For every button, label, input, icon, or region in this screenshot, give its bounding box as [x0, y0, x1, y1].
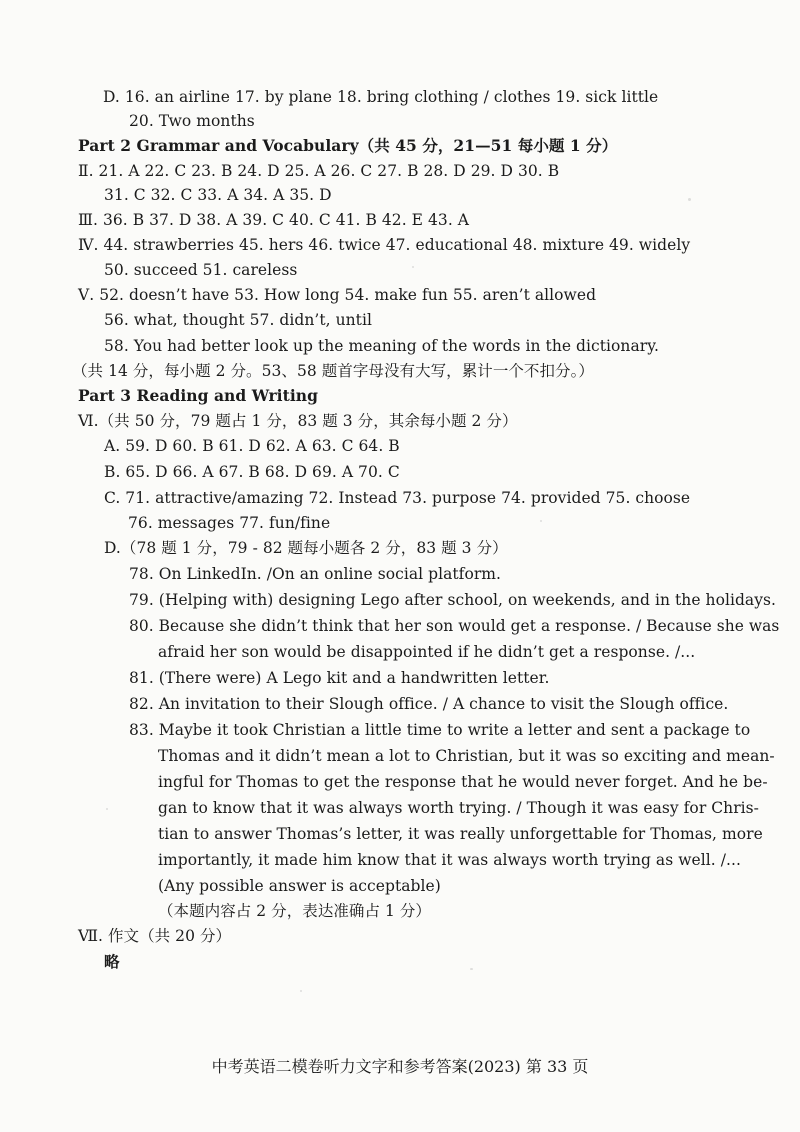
answer-line: Part 2 Grammar and Vocabulary（共 45 分，21—51 每小题 1 分）: [78, 136, 618, 155]
scan-speck: [470, 968, 473, 970]
answer-line: 略: [104, 952, 120, 971]
scan-speck: [412, 266, 414, 268]
answer-line: C. 71. attractive/amazing 72. Instead 73. purpose 74. provided 75. choose: [104, 489, 691, 507]
scan-speck: [688, 198, 691, 201]
answer-line: 56. what, thought 57. didn’t, until: [104, 311, 372, 329]
answer-line: Ⅶ. 作文（共 20 分）: [78, 927, 232, 945]
answer-line: Part 3 Reading and Writing: [78, 386, 318, 405]
answer-line: Ⅳ. 44. strawberries 45. hers 46. twice 47. educational 48. mixture 49. widely: [78, 236, 691, 254]
answer-line: Ⅲ. 36. B 37. D 38. A 39. C 40. C 41. B 42. E 43. A: [78, 211, 470, 229]
answer-line: 58. You had better look up the meaning of the words in the dictionary.: [104, 337, 659, 355]
answer-line: （共 14 分，每小题 2 分。53、58 题首字母没有大写，累计一个不扣分。）: [72, 362, 594, 380]
answer-line: D.（78 题 1 分，79 - 82 题每小题各 2 分，83 题 3 分）: [104, 539, 508, 557]
answer-line: 81. (There were) A Lego kit and a handwritten letter.: [129, 669, 550, 687]
answer-line: 82. An invitation to their Slough office. / A chance to visit the Slough office.: [129, 695, 729, 713]
answer-line: Ⅵ.（共 50 分，79 题占 1 分，83 题 3 分，其余每小题 2 分）: [78, 412, 518, 430]
answer-line: B. 65. D 66. A 67. B 68. D 69. A 70. C: [104, 463, 400, 481]
answer-line: 80. Because she didn’t think that her son would get a response. / Because she was: [129, 617, 780, 635]
answer-line: (Any possible answer is acceptable): [158, 877, 441, 895]
answer-line: Ⅱ. 21. A 22. C 23. B 24. D 25. A 26. C 27. B 28. D 29. D 30. B: [78, 162, 560, 180]
answer-line: 50. succeed 51. careless: [104, 261, 298, 279]
answer-line: tian to answer Thomas’s letter, it was really unforgettable for Thomas, more: [158, 825, 763, 843]
scan-speck: [540, 520, 542, 522]
answer-line: Thomas and it didn’t mean a lot to Christian, but it was so exciting and mean-: [158, 747, 775, 765]
answer-line: 79. (Helping with) designing Lego after school, on weekends, and in the holidays.: [129, 591, 777, 609]
page-footer: 中考英语二模卷听力文字和参考答案(2023) 第 33 页: [211, 1057, 589, 1076]
answer-line: ingful for Thomas to get the response that he would never forget. And he be-: [158, 773, 768, 791]
answer-line: A. 59. D 60. B 61. D 62. A 63. C 64. B: [104, 437, 400, 455]
answer-line: D. 16. an airline 17. by plane 18. bring clothing / clothes 19. sick little: [103, 88, 659, 106]
scan-speck: [300, 990, 302, 992]
answer-line: gan to know that it was always worth trying. / Though it was easy for Chris-: [158, 799, 759, 817]
answer-line: （本题内容占 2 分，表达准确占 1 分）: [158, 902, 431, 920]
answer-line: 78. On LinkedIn. /On an online social platform.: [129, 565, 502, 583]
answer-line: Ⅴ. 52. doesn’t have 53. How long 54. make fun 55. aren’t allowed: [78, 286, 597, 304]
answer-line: 20. Two months: [129, 112, 255, 130]
answer-line: afraid her son would be disappointed if he didn’t get a response. /...: [158, 643, 696, 661]
answer-line: 83. Maybe it took Christian a little time to write a letter and sent a package to: [129, 721, 751, 739]
answer-line: 76. messages 77. fun/fine: [128, 514, 331, 532]
scan-speck: [106, 808, 108, 810]
answer-line: importantly, it made him know that it was always worth trying as well. /...: [158, 851, 741, 869]
answer-line: 31. C 32. C 33. A 34. A 35. D: [104, 186, 332, 204]
